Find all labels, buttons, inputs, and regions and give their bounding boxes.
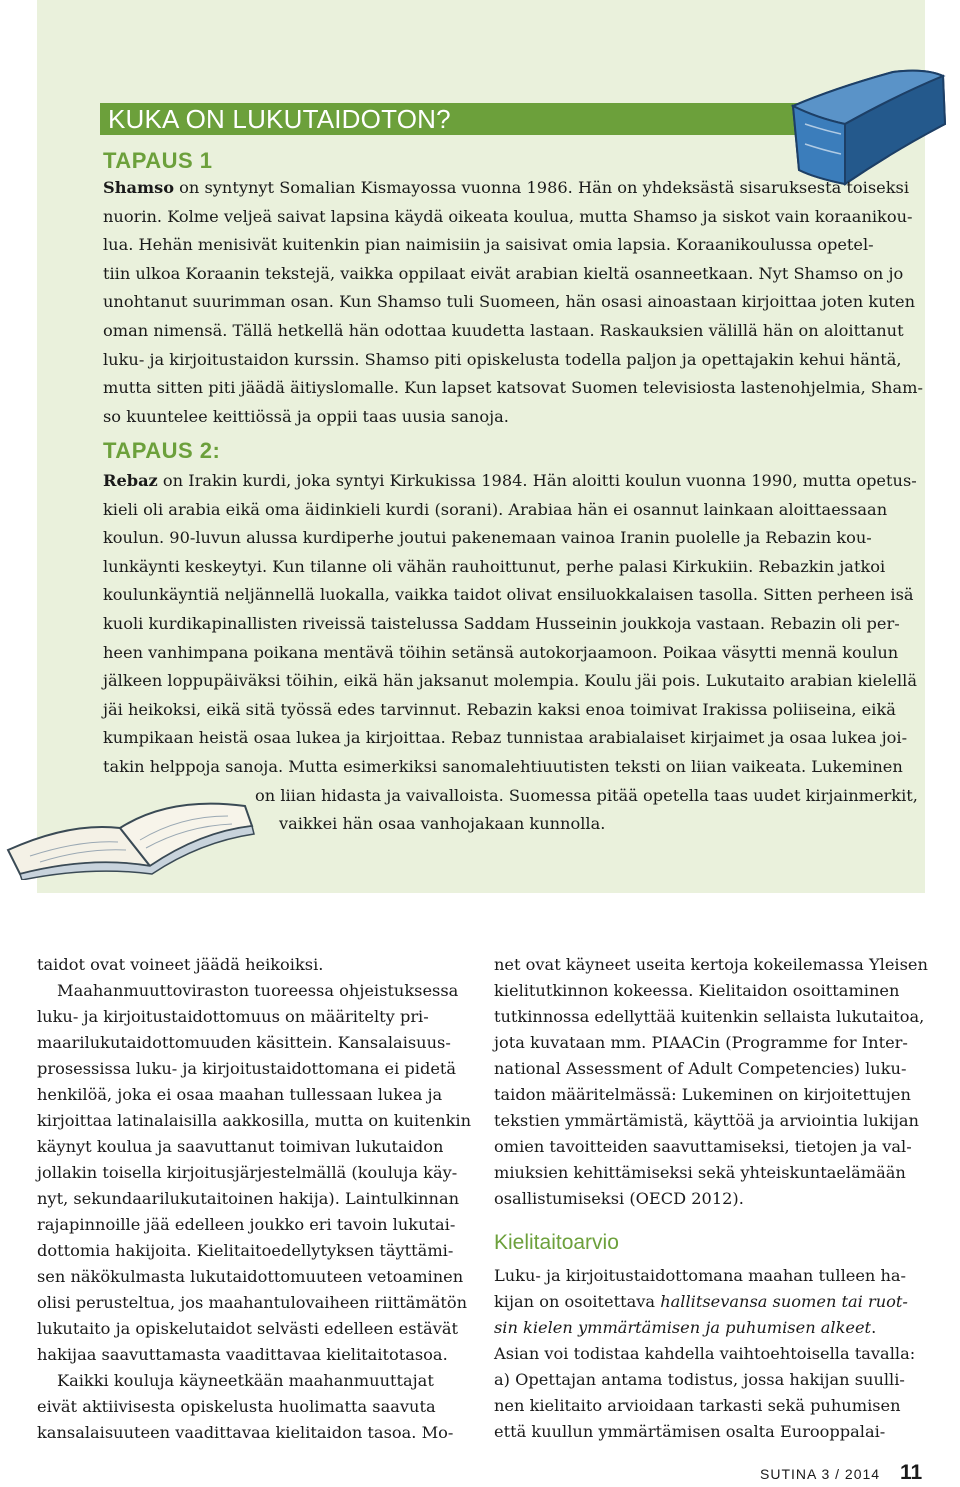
left-line: luku- ja kirjoitustaidottomuus on määritelty pri- [37,1007,429,1026]
case2-line-13: vaikkei hän osaa vanhojakaan kunnolla. [279,814,606,834]
right-line: Luku- ja kirjoitustaidottomana maahan tulleen ha- [494,1266,907,1285]
right-line: tekstien ymmärtämistä, käyttöä ja arviointia lukijan [494,1111,919,1130]
right-column-section [494,1263,924,1445]
case2-line-6: kuoli kurdikapinallisten riveissä taistelussa Saddam Husseinin joukkoja vastaan. Rebazin oli per- [103,613,900,633]
left-line: kansalaisuuteen vaadittavaa kielitaidon tasoa. Mo- [37,1423,454,1442]
right-line: sin kielen ymmärtämisen ja puhumisen alkeet. [494,1318,877,1337]
case2-text [103,467,918,839]
case2-line-7: heen vanhimpana poikana mentävä töihin setänsä autokorjaamoon. Poikaa väsytti mennä koulun [103,642,899,662]
right-line: että kuullun ymmärtämisen osalta Eurooppalai- [494,1422,886,1441]
left-line: Kaikki kouluja käyneetkään maahanmuuttajat [57,1371,434,1390]
left-line: olisi perusteltua, jos maahantulovaiheen riittämätön [37,1293,468,1312]
left-line: prosessissa luku- ja kirjoitustaidottomana ei pidetä [37,1059,457,1078]
left-line: taidot ovat voineet jäädä heikoiksi. [37,955,324,974]
left-column [37,952,472,1446]
right-line: taidon määritelmässä: Lukeminen on kirjoitettujen [494,1085,911,1104]
right-line: miuksien kehittämiseksi sekä yhteiskuntaelämään [494,1163,906,1182]
left-line: käynyt koulua ja saavuttanut toimivan lukutaidon [37,1137,444,1156]
case1-line-7: luku- ja kirjoitustaidon kurssin. Shamso piti opiskelusta todella paljon ja opettajakin kehui häntä, [103,349,902,369]
right-line: kielitutkinnon kokeessa. Kielitaidon osoittaminen [494,981,900,1000]
case2-line-1: Rebaz on Irakin kurdi, joka syntyi Kirkukissa 1984. Hän aloitti koulun vuonna 1990, mutta opetus- [103,471,917,490]
case1-line-8: mutta sitten piti jäädä äitiyslomalle. Kun lapset katsovat Suomen televisiosta lastenohjelmia, Sham- [103,378,923,398]
left-line: hakijaa saavuttamasta vaadittavaa kielitaitotasoa. [37,1345,448,1364]
case1-line-6: oman nimensä. Tällä hetkellä hän odottaa kuudetta lastaan. Raskauksien välillä hän on aloittanut [103,320,904,340]
case2-line-10: kumpikaan heistä osaa lukea ja kirjoittaa. Rebaz tunnistaa arabialaiset kirjaimet ja osaa lukea joi- [103,728,908,748]
case2-line-12: on liian hidasta ja vaivalloista. Suomessa pitää opetella taas uudet kirjainmerkit, [255,785,918,805]
left-line: dottomia hakijoita. Kielitaitoedellytyksen täyttämi- [37,1241,454,1260]
left-line: lukutaito ja opiskelutaidot selvästi edelleen estävät [37,1319,459,1338]
right-line: tutkinnossa edellyttää kuitenkin sellaista lukutaitoa, [494,1007,925,1026]
right-line: nen kielitaito arvioidaan tarkasti sekä puhumisen [494,1396,901,1415]
page-number: 11 [900,1461,923,1484]
case1-line-4: tiin ulkoa Koraanin tekstejä, vaikka oppilaat eivät arabian kieltä osanneetkaan. Nyt Shamso on jo [103,263,904,283]
right-line: Asian voi todistaa kahdella vaihtoehtoisella tavalla: [494,1344,916,1363]
case2-line-8: jälkeen loppupäiväksi töihin, eikä hän jaksanut molempia. Koulu jäi pois. Lukutaito arabian kielellä [103,671,917,691]
case2-line-5: koulunkäyntiä neljännellä luokalla, vaikka taidot olivat ensiluokkalaisen tasolla. Sitten perheen isä [103,585,914,605]
left-line: henkilöä, joka ei osaa maahan tullessaan lukea ja [37,1085,443,1104]
right-line: omien tavoitteiden saavuttamiseksi, tietojen ja val- [494,1137,912,1156]
section-heading-kielitaitoarvio: Kielitaitoarvio [494,1231,619,1254]
right-line: jota kuvataan mm. PIAACin (Programme for Inter- [494,1033,908,1052]
right-line: osallistumiseksi (OECD 2012). [494,1189,744,1208]
case2-name: Rebaz [103,471,158,490]
left-line: eivät aktiivisesta opiskelusta huolimatta saavuta [37,1397,436,1416]
case2-line-9: jäi heikoksi, eikä sitä työssä edes tarvinnut. Rebazin kaksi enoa toimivat Irakissa poliiseina, eikä [103,699,896,719]
left-line: jollakin toisella kirjoitusjärjestelmällä (kouluja käy- [37,1163,458,1182]
case1-line-1: Shamso on syntynyt Somalian Kismayossa vuonna 1986. Hän on yhdeksästä sisaruksesta toiseksi [103,178,910,197]
case1-heading: TAPAUS 1 [103,148,213,173]
right-line: a) Opettajan antama todistus, jossa hakijan suulli- [494,1370,905,1389]
case1-line-5: unohtanut suurimman osan. Kun Shamso tuli Suomeen, hän osasi ainoastaan kirjoittaa joten kuten [103,292,916,312]
case2-line-2: kieli oli arabia eikä oma äidinkieli kurdi (sorani). Arabiaa hän ei osannut lainkaan aloittaessaan [103,499,888,519]
left-line: maarilukutaidottomuuden käsittein. Kansalaisuus- [37,1033,451,1052]
case1-line-9: so kuuntelee keittiössä ja oppii taas uusia sanoja. [103,406,509,426]
case2-heading: TAPAUS 2: [103,438,221,463]
case2-line-3: koulun. 90-luvun alussa kurdiperhe joutui pakenemaan vainoa Iranin puolelle ja Rebazin kou- [103,528,872,548]
right-line: national Assessment of Adult Competencies) luku- [494,1059,907,1078]
case2-line-4: lunkäynti keskeytyi. Kun tilanne oli vähän rauhoittunut, perhe palasi Kirkukiin. Rebazkin jatkoi [103,556,886,576]
right-line: net ovat käyneet useita kertoja kokeilemassa Yleisen [494,955,928,974]
left-line: nyt, sekundaarilukutaitoinen hakija). Laintulkinnan [37,1189,460,1208]
right-column [494,952,928,1212]
case2-line-11: takin helppoja sanoja. Mutta esimerkiksi sanomalehtiuutisten teksti on liian vaikeata. Lukeminen [103,756,903,776]
left-line: rajapinnoille jää edelleen joukko eri tavoin lukutai- [37,1215,456,1234]
footer-publication-label: SUTINA 3 / 2014 [760,1466,881,1482]
left-line: Maahanmuuttoviraston tuoreessa ohjeistuksessa [57,981,459,1000]
case1-line-2: nuorin. Kolme veljeä saivat lapsina käydä oikeata koulua, mutta Shamso ja siskot vain koraanikou- [103,206,913,226]
blue-book-illustration [775,66,950,191]
box-title: KUKA ON LUKUTAIDOTON? [108,104,451,134]
case1-name: Shamso [103,178,174,197]
case1-line-3: lua. Hehän menisivät kuitenkin pian naimisiin ja saisivat omia lapsia. Koraanikoulussa opetel- [103,235,874,255]
right-line: kijan on osoitettava hallitsevansa suomen tai ruot- [494,1292,908,1311]
left-line: kirjoittaa latinalaisilla aakkosilla, mutta on kuitenkin [37,1111,472,1130]
case1-text [103,174,923,431]
left-line: sen näkökulmasta lukutaidottomuuteen vetoaminen [37,1267,464,1286]
